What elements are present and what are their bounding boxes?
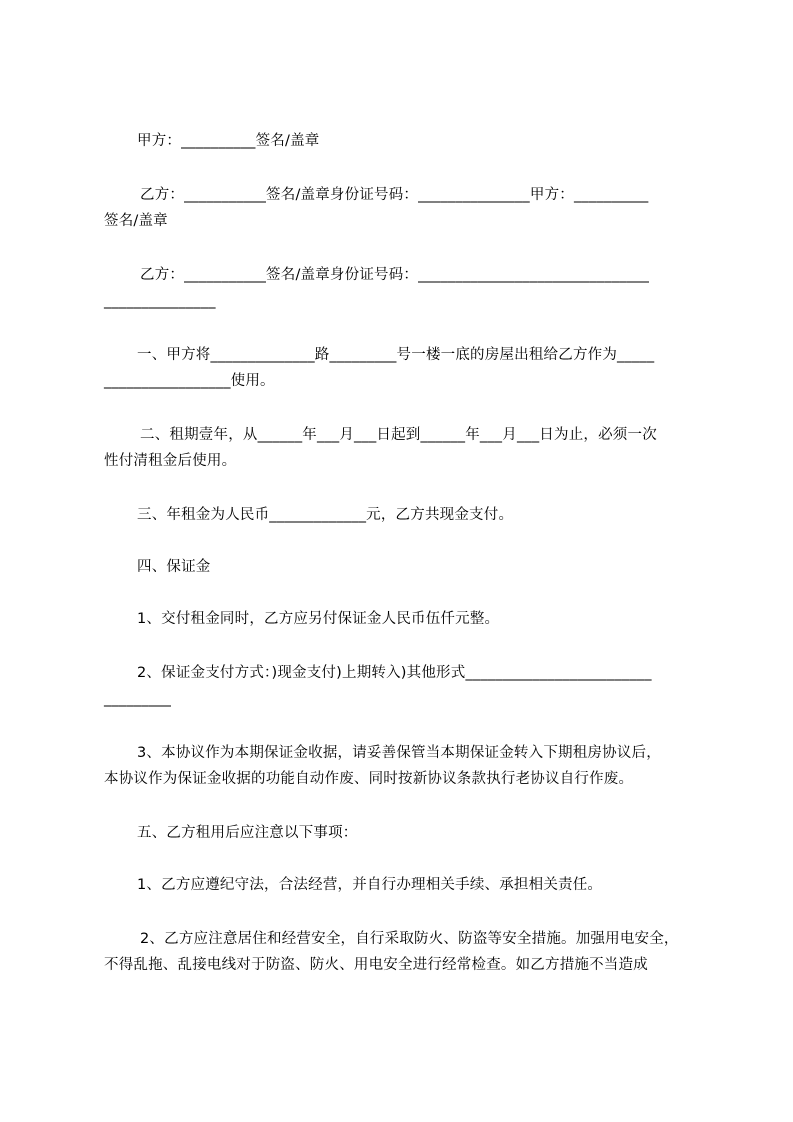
clause-1: 一、甲方将______________路_________号一楼一底的房屋出租给乙方作为_____	[137, 347, 655, 363]
party-a-signature-line: 甲方：__________签名/盖章	[137, 133, 320, 149]
clause-4-heading: 四、保证金	[137, 559, 211, 575]
notice-item-2: 2、乙方应注意居住和经营安全，自行采取防火、防盗等安全措施。加强用电安全，	[140, 931, 679, 947]
notice-item-2-cont: 不得乱拖、乱接电线对于防盗、防火、用电安全进行经常检查。如乙方措施不当造成	[104, 957, 648, 973]
clause-1-cont: _________________使用。	[104, 373, 275, 389]
notice-item-1: 1、乙方应遵纪守法，合法经营，并自行办理相关手续、承担相关责任。	[137, 877, 603, 893]
party-b-id-line: 乙方：___________签名/盖章身份证号码：_______________________________	[140, 267, 650, 283]
clause-2: 二、租期壹年，从______年___月___日起到______年___月___日为止，必须一次	[140, 427, 657, 443]
deposit-item-3: 3、本协议作为本期保证金收据，请妥善保管当本期保证金转入下期租房协议后，	[137, 745, 661, 761]
deposit-item-3-cont: 本协议作为保证金收据的功能自动作废、同时按新协议条款执行老协议自行作废。	[104, 771, 634, 787]
deposit-item-1: 1、交付租金同时，乙方应另付保证金人民币伍仟元整。	[137, 611, 500, 627]
clause-3: 三、年租金为人民币_____________元，乙方共现金支付。	[137, 507, 514, 523]
clause-5-heading: 五、乙方租用后应注意以下事项：	[137, 825, 358, 841]
deposit-item-2-cont: _________	[104, 691, 172, 707]
clause-2-cont: 性付清租金后使用。	[104, 453, 237, 469]
party-b-signature-line-cont: 签名/盖章	[104, 213, 168, 229]
deposit-item-2: 2、保证金支付方式：)现金支付)上期转入)其他形式_________________________	[137, 665, 652, 681]
party-b-id-line-cont: _______________	[104, 293, 216, 309]
party-b-signature-line: 乙方：___________签名/盖章身份证号码：_______________甲方：__________	[140, 187, 649, 203]
